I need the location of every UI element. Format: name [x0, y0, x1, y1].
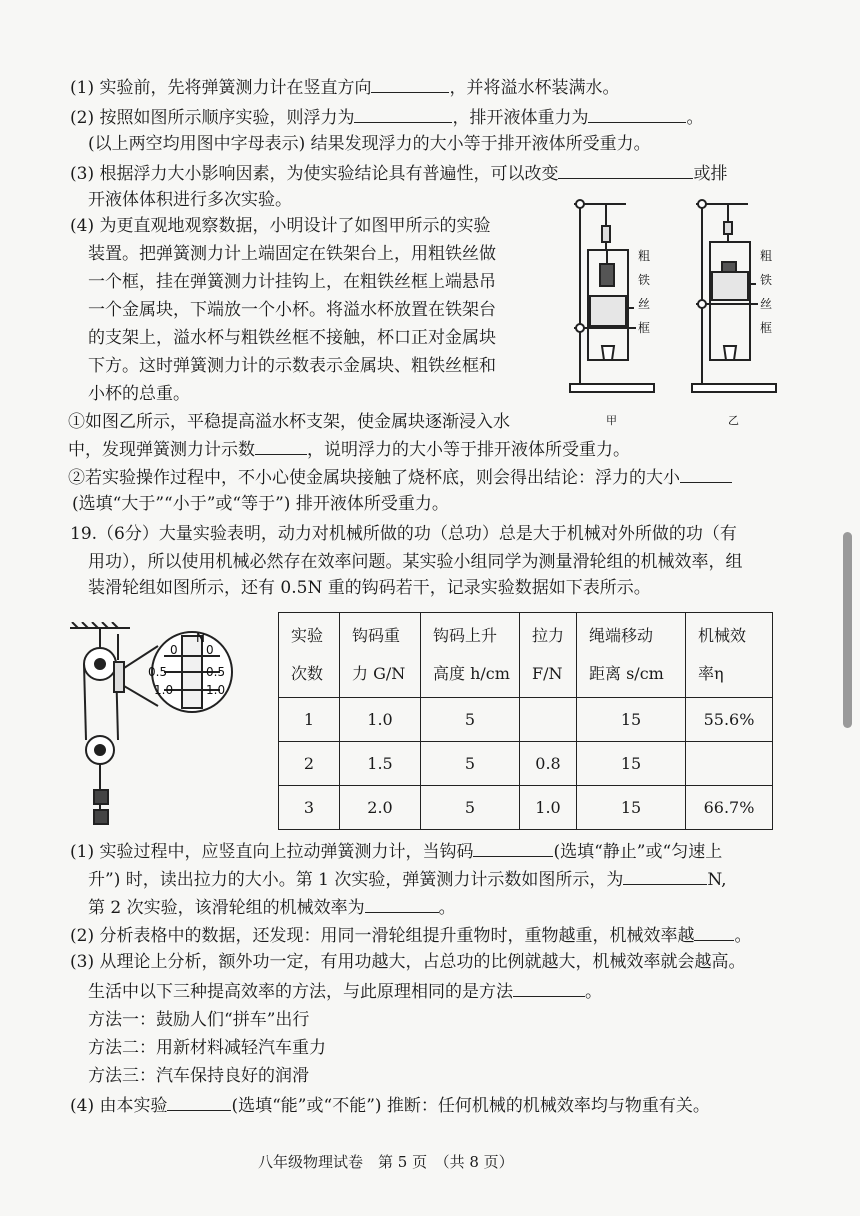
table-header: 机械效 率η — [686, 613, 773, 698]
q18-part3-cont: 开液体体积进行多次实验。 — [88, 190, 292, 210]
q18-part4-l7: 小杯的总重。 — [88, 384, 190, 404]
answer-blank[interactable] — [623, 866, 707, 885]
table-cell: 0.8 — [520, 742, 577, 786]
page-footer: 八年级物理试卷 第 5 页 （共 8 页） — [258, 1153, 514, 1171]
table-header: 实验 次数 — [279, 613, 340, 698]
q19-part4: (4) 由本实验 (选填“能”或“不能”) 推断：任何机械的机械效率均与物重有关。 — [70, 1092, 710, 1118]
answer-blank[interactable] — [473, 838, 553, 857]
figure-yi — [692, 200, 776, 392]
q19-part1-cont2: 第 2 次实验，该滑轮组的机械效率为 。 — [88, 894, 456, 920]
q18-sub2-cont: (选填“大于”“小于”或“等于”) 排开液体所受重力。 — [72, 494, 449, 514]
q19-part3-cont: 生活中以下三种提高效率的方法，与此原理相同的是方法 。 — [88, 978, 602, 1004]
answer-blank[interactable] — [680, 464, 732, 483]
q18-part4-l3: 一个框，挂在弹簧测力计挂钩上，在粗铁丝框上端悬吊 — [88, 272, 496, 292]
table-cell: 5 — [421, 786, 520, 830]
pulley-figure — [66, 622, 266, 837]
q18-part3: (3) 根据浮力大小影响因素，为使实验结论具有普遍性，可以改变 或排 — [70, 160, 727, 186]
table-cell: 2.0 — [340, 786, 421, 830]
table-cell: 15 — [577, 742, 686, 786]
answer-blank[interactable] — [167, 1092, 231, 1111]
svg-text:铁: 铁 — [760, 273, 773, 287]
figure-jia — [570, 200, 654, 392]
svg-text:1.0: 1.0 — [154, 683, 174, 697]
svg-text:0.5: 0.5 — [206, 665, 226, 679]
q19-intro-l2: 用功），所以使用机械必然存在效率问题。某实验小组同学为测量滑轮组的机械效率，组 — [88, 552, 743, 572]
table-row — [279, 786, 773, 830]
svg-text:粗: 粗 — [638, 249, 651, 263]
table-cell: 1.0 — [520, 786, 577, 830]
figure-yi-caption: 乙 — [728, 414, 739, 427]
table-row — [279, 698, 773, 742]
svg-text:框: 框 — [760, 321, 773, 335]
method-1: 方法一：鼓励人们“拼车”出行 — [88, 1010, 310, 1030]
table-cell — [686, 742, 773, 786]
table-cell — [520, 698, 577, 742]
q18-part4-l6: 下方。这时弹簧测力计的示数表示金属块、粗铁丝框和 — [88, 356, 496, 376]
svg-text:铁: 铁 — [638, 273, 651, 287]
q19-part1: (1) 实验过程中，应竖直向上拉动弹簧测力计，当钩码 (选填“静止”或“匀速上 — [70, 838, 722, 864]
q19-part2: (2) 分析表格中的数据，还发现：用同一滑轮组提升重物时，重物越重，机械效率越 。 — [70, 922, 751, 948]
table-cell: 5 — [421, 698, 520, 742]
q18-part1: (1) 实验前，先将弹簧测力计在竖直方向 ，并将溢水杯装满水。 — [70, 74, 619, 100]
table-cell: 5 — [421, 742, 520, 786]
svg-text:丝: 丝 — [638, 297, 651, 311]
answer-blank[interactable] — [255, 436, 307, 455]
svg-text:框: 框 — [638, 321, 651, 335]
svg-text:1.0: 1.0 — [206, 683, 226, 697]
table-cell: 55.6% — [686, 698, 773, 742]
answer-blank[interactable] — [365, 894, 439, 913]
answer-blank[interactable] — [513, 978, 585, 997]
answer-blank[interactable] — [694, 922, 734, 941]
q18-part2-note: (以上两空均用图中字母表示) 结果发现浮力的大小等于排开液体所受重力。 — [88, 134, 651, 154]
q19-part3: (3) 从理论上分析，额外功一定，有用功越大，占总功的比例就越大，机械效率就会越高。 — [70, 952, 746, 972]
table-header: 拉力 F/N — [520, 613, 577, 698]
table-header-row — [279, 613, 773, 698]
q18-sub2: ②若实验操作过程中，不小心使金属块接触了烧杯底，则会得出结论：浮力的大小 — [68, 464, 732, 490]
q18-sub1: ①如图乙所示，平稳提高溢水杯支架，使金属块逐渐浸入水 — [68, 412, 510, 432]
table-cell: 1.5 — [340, 742, 421, 786]
method-3: 方法三：汽车保持良好的润滑 — [88, 1066, 309, 1086]
table-cell: 66.7% — [686, 786, 773, 830]
q19-intro-l1: 19.（6分）大量实验表明，动力对机械所做的功（总功）总是大于机械对外所做的功（有 — [70, 524, 737, 544]
method-2: 方法二：用新材料减轻汽车重力 — [88, 1038, 326, 1058]
figure-jia-label-frame — [638, 248, 650, 335]
iron-stand-figure — [560, 186, 800, 436]
table-cell: 15 — [577, 786, 686, 830]
answer-blank[interactable] — [371, 74, 449, 93]
q18-part2: (2) 按照如图所示顺序实验，则浮力为 ，排开液体重力为 。 — [70, 104, 703, 130]
svg-text:0: 0 — [206, 643, 214, 657]
q19-part1-cont: 升”) 时，读出拉力的大小。第 1 次实验，弹簧测力计示数如图所示，为 N, — [88, 866, 727, 892]
q18-sub1-cont: 中，发现弹簧测力计示数 ，说明浮力的大小等于排开液体所受重力。 — [68, 436, 630, 462]
q19-intro-l3: 装滑轮组如图所示，还有 0.5N 重的钩码若干，记录实验数据如下表所示。 — [88, 578, 651, 598]
svg-text:丝: 丝 — [760, 297, 773, 311]
svg-text:0: 0 — [170, 643, 178, 657]
q18-part4-l5: 的支架上，溢水杯与粗铁丝框不接触，杯口正对金属块 — [88, 328, 496, 348]
table-cell: 1 — [279, 698, 340, 742]
table-cell: 3 — [279, 786, 340, 830]
table-header: 钩码上升 高度 h/cm — [421, 613, 520, 698]
svg-text:粗: 粗 — [760, 249, 773, 263]
table-cell: 15 — [577, 698, 686, 742]
figure-jia-caption: 甲 — [606, 414, 617, 427]
answer-blank[interactable] — [354, 104, 452, 123]
table-row — [279, 742, 773, 786]
q18-part4-l1: (4) 为更直观地观察数据，小明设计了如图甲所示的实验 — [70, 216, 491, 236]
table-cell: 2 — [279, 742, 340, 786]
table-header: 钩码重 力 G/N — [340, 613, 421, 698]
svg-text:N: N — [196, 631, 205, 645]
figure-yi-label-frame — [760, 248, 772, 335]
scrollbar-thumb[interactable] — [843, 532, 852, 728]
answer-blank[interactable] — [558, 160, 693, 179]
q18-part4-l4: 一个金属块，下端放一个小杯。将溢水杯放置在铁架台 — [88, 300, 496, 320]
answer-blank[interactable] — [588, 104, 686, 123]
q18-part4-l2: 装置。把弹簧测力计上端固定在铁架台上，用粗铁丝做 — [88, 244, 496, 264]
svg-text:0.5: 0.5 — [148, 665, 168, 679]
data-table — [278, 612, 773, 830]
table-header: 绳端移动 距离 s/cm — [577, 613, 686, 698]
table-cell: 1.0 — [340, 698, 421, 742]
